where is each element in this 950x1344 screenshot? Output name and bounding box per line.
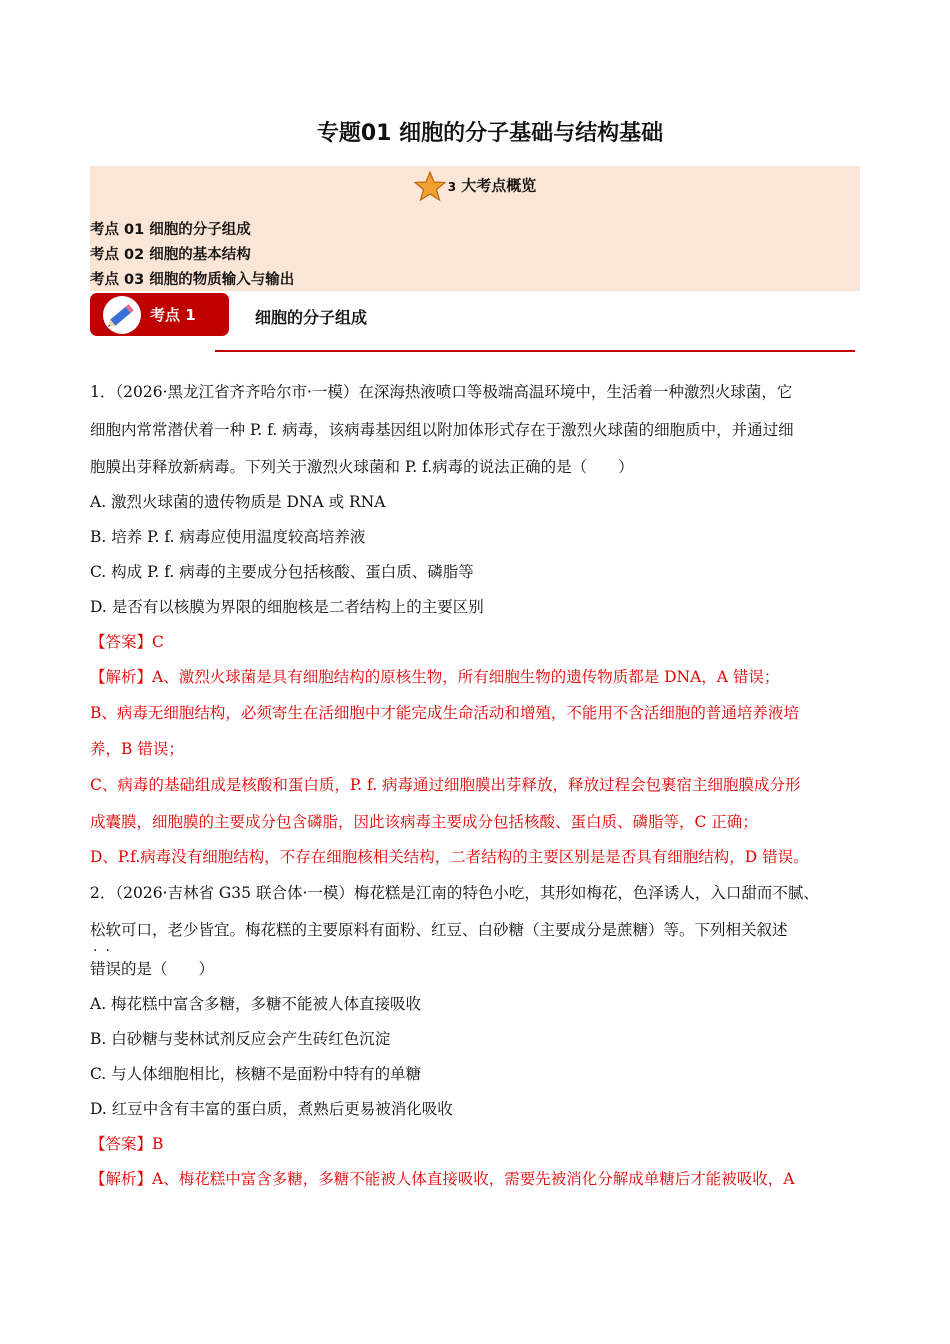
question-1-analysis: D、P.f.病毒没有细胞结构，不存在细胞核相关结构，二者结构的主要区别是是否具有细胞结构，D 错误。 <box>90 848 809 866</box>
question-1-answer: 【答案】C <box>90 633 164 651</box>
question-2-option: C. 与人体细胞相比，核糖不是面粉中特有的单糖 <box>90 1065 422 1083</box>
section-badge <box>90 293 229 336</box>
question-1-analysis: C、病毒的基础组成是核酸和蛋白质，P. f. 病毒通过细胞膜出芽释放，释放过程会包裹宿主细胞膜成分形 <box>90 776 801 794</box>
question-2-option: D. 红豆中含有丰富的蛋白质，煮熟后更易被消化吸收 <box>90 1100 453 1118</box>
overview-heading-text: 大考点概览 <box>461 176 537 195</box>
overview-item: 考点 01 细胞的分子组成 <box>90 222 251 238</box>
question-1-option: C. 构成 P. f. 病毒的主要成分包括核酸、蛋白质、磷脂等 <box>90 563 474 581</box>
page-title: 专题01 细胞的分子基础与结构基础 <box>316 121 664 146</box>
question-1-line: 胞膜出芽释放新病毒。下列关于激烈火球菌和 P. f.病毒的说法正确的是（ ） <box>90 458 634 476</box>
overview-box <box>90 166 860 291</box>
overview-list <box>90 218 294 293</box>
pencil-icon <box>102 295 142 335</box>
section-badge-label: 考点 1 <box>150 306 196 324</box>
section-rule <box>215 350 855 352</box>
overview-item: 考点 02 细胞的基本结构 <box>90 247 251 263</box>
question-1-option: A. 激烈火球菌的遗传物质是 DNA 或 RNA <box>90 493 386 511</box>
emphasis-dots: ·· <box>93 943 118 959</box>
overview-count: 3 <box>447 179 457 194</box>
overview-item: 考点 03 细胞的物质输入与输出 <box>90 272 295 288</box>
question-2-answer: 【答案】B <box>90 1135 164 1153</box>
question-2-line: 2．（2026·吉林省 G35 联合体·一模）梅花糕是江南的特色小吃，其形如梅花，色泽诱人，入口甜而不腻、 <box>90 884 819 902</box>
question-1-analysis: 成囊膜，细胞膜的主要成分包含磷脂，因此该病毒主要成分包括核酸、蛋白质、磷脂等，C 正确； <box>90 813 758 831</box>
question-2-option: B. 白砂糖与斐林试剂反应会产生砖红色沉淀 <box>90 1030 391 1048</box>
star-icon <box>414 170 446 202</box>
question-1-analysis: B、病毒无细胞结构，必须寄生在活细胞中才能完成生命活动和增殖，不能用不含活细胞的普通培养液培 <box>90 704 799 722</box>
question-1-analysis: 养，B 错误； <box>90 740 184 758</box>
question-2-option: A. 梅花糕中富含多糖，多糖不能被人体直接吸收 <box>90 995 422 1013</box>
question-2-analysis: 【解析】A、梅花糕中富含多糖，多糖不能被人体直接吸收，需要先被消化分解成单糖后才能被吸收，A <box>90 1170 795 1188</box>
question-2-line: 错误的是（ ） <box>90 960 215 978</box>
question-1-line: 1．（2026·黑龙江省齐齐哈尔市·一模）在深海热液喷口等极端高温环境中，生活着一种激烈火球菌，它 <box>90 383 793 401</box>
question-1-option: B. 培养 P. f. 病毒应使用温度较高培养液 <box>90 528 366 546</box>
section-title: 细胞的分子组成 <box>255 308 368 327</box>
question-1-line: 细胞内常常潜伏着一种 P. f. 病毒，该病毒基因组以附加体形式存在于激烈火球菌的细胞质中，并通过细 <box>90 421 794 439</box>
question-1-analysis: 【解析】A、激烈火球菌是具有细胞结构的原核生物，所有细胞生物的遗传物质都是 DNA，A 错误； <box>90 668 780 686</box>
question-1-option: D. 是否有以核膜为界限的细胞核是二者结构上的主要区别 <box>90 598 484 616</box>
overview-heading <box>90 170 860 202</box>
question-2-line: 松软可口，老少皆宜。梅花糕的主要原料有面粉、红豆、白砂糖（主要成分是蔗糖）等。下列相关叙述 <box>90 921 788 939</box>
